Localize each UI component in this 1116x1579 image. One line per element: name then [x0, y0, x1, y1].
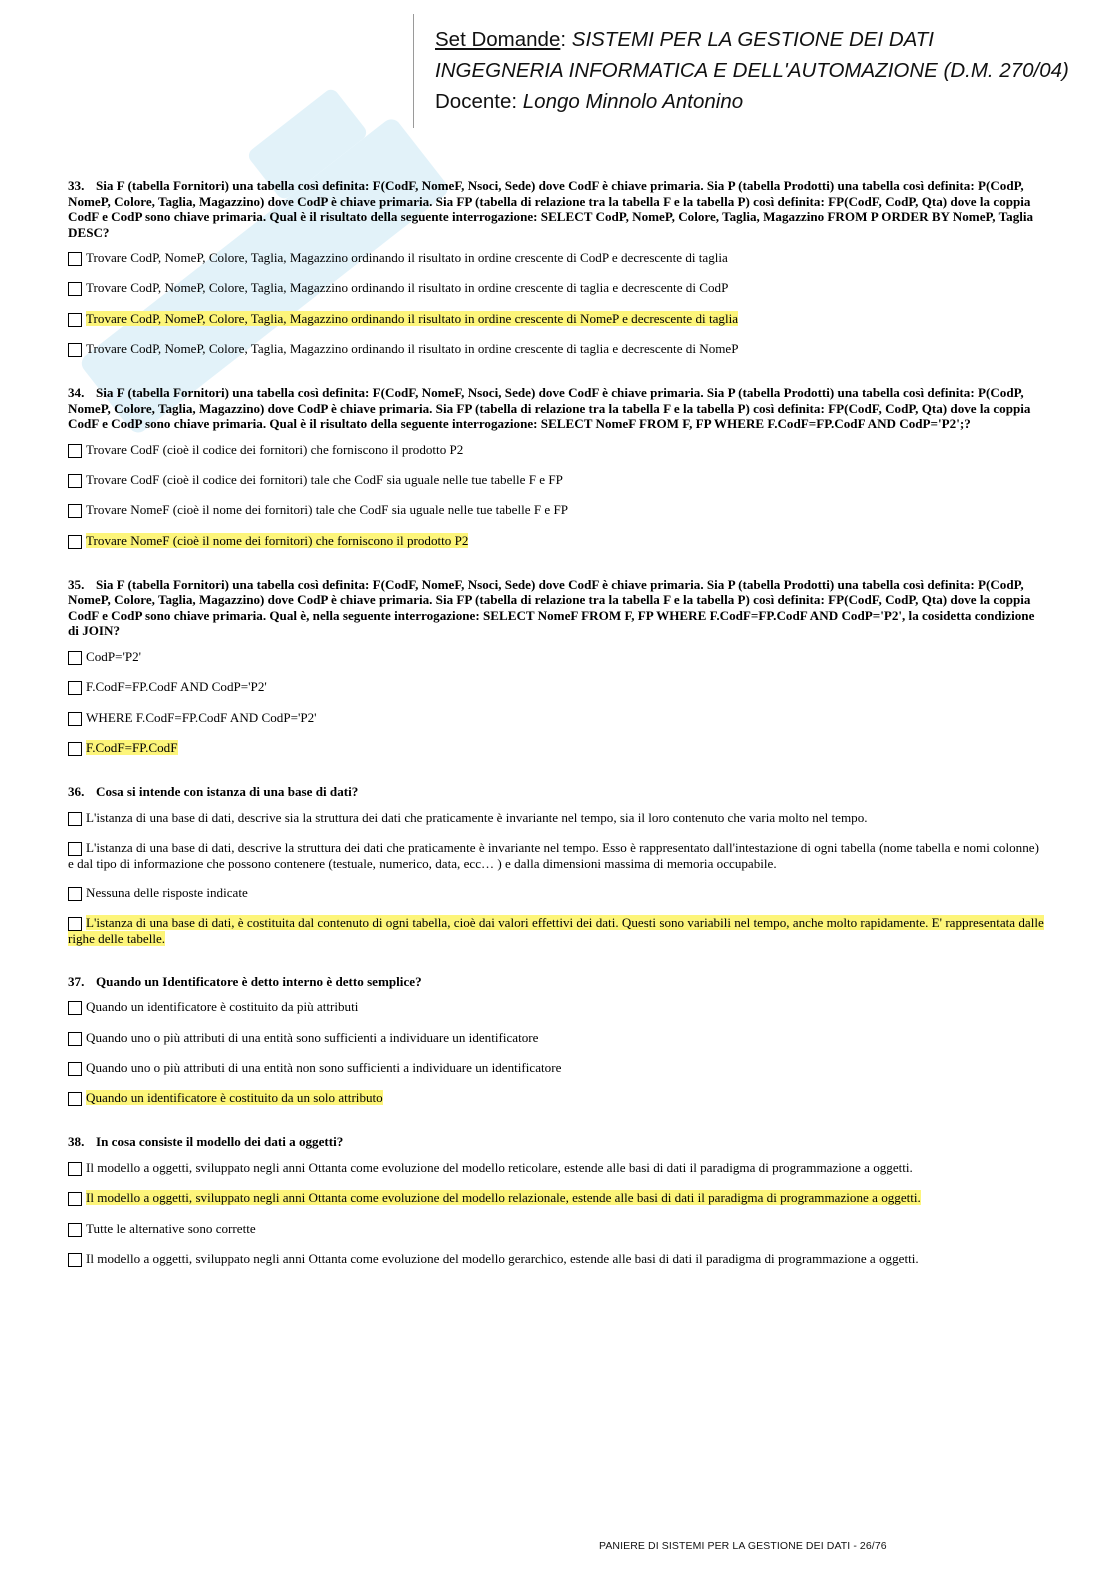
- answer-option-correct: [68, 740, 1044, 757]
- header-title-line: [435, 24, 1069, 55]
- answer-text: L'istanza di una base di dati, descrive la struttura dei dati che praticamente è invariante nel tempo. Esso è rappresentato dall'intestazione di ogni tabella (nome tabella e nomi colonne) e dal tipo di informazione che possono contenere (testuale, numerico, data, ecc… ) e dalla dimensioni massima di memoria occupabile.: [68, 839, 1039, 871]
- answer-option: [68, 840, 1044, 872]
- answer-text-highlighted: Trovare NomeF (cioè il nome dei fornitori) che forniscono il prodotto P2: [86, 532, 469, 548]
- answer-option: [68, 1060, 1044, 1077]
- answer-text: Trovare CodP, NomeP, Colore, Taglia, Magazzino ordinando il risultato in ordine crescente di taglia e decrescente di NomeP: [86, 341, 739, 357]
- answer-text-highlighted: F.CodF=FP.CodF: [86, 740, 178, 756]
- question-number: 33.: [68, 178, 85, 193]
- answer-checkbox[interactable]: [68, 1092, 82, 1106]
- answer-text: Trovare CodP, NomeP, Colore, Taglia, Magazzino ordinando il risultato in ordine crescente di CodP e decrescente di taglia: [86, 250, 728, 265]
- answer-option: [68, 280, 1044, 297]
- answer-option: [68, 679, 1044, 696]
- questions-list: [68, 178, 1044, 1295]
- answer-text-highlighted: Trovare CodP, NomeP, Colore, Taglia, Magazzino ordinando il risultato in ordine crescente di NomeP e decrescente di taglia: [86, 310, 739, 326]
- answer-checkbox[interactable]: [68, 252, 82, 266]
- answer-text: WHERE F.CodF=FP.CodF AND CodP='P2': [86, 709, 317, 725]
- answer-text: Trovare CodP, NomeP, Colore, Taglia, Magazzino ordinando il risultato in ordine crescente di taglia e decrescente di CodP: [86, 280, 729, 296]
- answer-text: Tutte le alternative sono corrette: [86, 1220, 256, 1236]
- answer-option-correct: [68, 915, 1044, 947]
- answer-text-highlighted: Il modello a oggetti, sviluppato negli anni Ottanta come evoluzione del modello relazionale, estende alle basi di dati il paradigma di programmazione a oggetti.: [86, 1190, 921, 1206]
- answer-option: [68, 885, 1044, 902]
- question-35: [68, 577, 1044, 757]
- answer-option: [68, 810, 1044, 827]
- answer-option: [68, 999, 1044, 1016]
- question-36: [68, 784, 1044, 947]
- answer-checkbox[interactable]: [68, 1223, 82, 1237]
- answer-option: [68, 710, 1044, 727]
- answer-option: [68, 649, 1044, 666]
- answer-checkbox[interactable]: [68, 504, 82, 518]
- question-body: Sia F (tabella Fornitori) una tabella così definita: F(CodF, NomeF, Nsoci, Sede) dove CodF è chiave primaria. Sia P (tabella Prodotti) una tabella così definita: P(CodP, NomeP, Colore, Taglia, Magazzino) dove CodP è chiave primaria. Sia FP (tabella di relazione tra la tabella F e la tabella P) così definita: FP(CodF, CodP, Qta) dove la coppia CodF e CodP sono chiave primaria. Qual è, nella seguente interrogazione: SELECT NomeF FROM F, FP WHERE F.CodF=FP.CodF AND CodP='P2', la cosidetta condizione di JOIN?: [68, 576, 1035, 639]
- question-body: Sia F (tabella Fornitori) una tabella così definita: F(CodF, NomeF, Nsoci, Sede) dove CodF è chiave primaria. Sia P (tabella Prodotti) una tabella così definita: P(CodP, NomeP, Colore, Taglia, Magazzino) dove CodP è chiave primaria. Sia FP (tabella di relazione tra la tabella F e la tabella P) così definita: FP(CodF, CodP, Qta) dove la coppia CodF e CodP sono chiave primaria. Qual è il risultato della seguente interrogazione: SELECT NomeF FROM F, FP WHERE F.CodF=FP.CodF AND CodP='P2';?: [68, 385, 1031, 432]
- answer-checkbox[interactable]: [68, 313, 82, 327]
- answer-option-correct: [68, 1190, 1044, 1207]
- answer-option-correct: [68, 1090, 1044, 1107]
- answer-text: Nessuna delle risposte indicate: [86, 884, 248, 900]
- question-body: Sia F (tabella Fornitori) una tabella così definita: F(CodF, NomeF, Nsoci, Sede) dove CodF è chiave primaria. Sia P (tabella Prodotti) una tabella così definita: P(CodP, NomeP, Colore, Taglia, Magazzino) dove CodP è chiave primaria. Sia FP (tabella di relazione tra la tabella F e la tabella P) così definita: FP(CodF, CodP, Qta) dove la coppia CodF e CodP sono chiave primaria. Qual è il risultato della seguente interrogazione: SELECT CodP, NomeP, Colore, Taglia, Magazzino FROM P ORDER BY NomeP, Taglia DESC?: [68, 178, 1034, 240]
- answer-checkbox[interactable]: [68, 1192, 82, 1206]
- answer-option: [68, 442, 1044, 459]
- header-degree-line: [435, 55, 1069, 86]
- question-37: [68, 974, 1044, 1108]
- answer-text: Il modello a oggetti, sviluppato negli anni Ottanta come evoluzione del modello gerarchico, estende alle basi di dati il paradigma di programmazione a oggetti.: [86, 1251, 919, 1267]
- answer-checkbox[interactable]: [68, 1001, 82, 1015]
- header-degree: INGEGNERIA INFORMATICA E DELL'AUTOMAZIONE (D.M. 270/04): [435, 59, 1069, 82]
- question-text: [68, 974, 1044, 990]
- answer-option: [68, 1251, 1044, 1268]
- answer-option-correct: [68, 311, 1044, 328]
- answer-text: L'istanza di una base di dati, descrive sia la struttura dei dati che praticamente è invariante nel tempo, sia il loro contenuto che varia molto nel tempo.: [86, 809, 868, 825]
- header-course: SISTEMI PER LA GESTIONE DEI DATI: [571, 28, 934, 51]
- answer-text: Quando un identificatore è costituito da più attributi: [86, 999, 359, 1015]
- answer-text: Trovare NomeF (cioè il nome dei fornitori) tale che CodF sia uguale nelle tue tabelle F e FP: [86, 502, 569, 518]
- header-teacher-label: Docente:: [435, 90, 518, 113]
- question-number: 37.: [68, 973, 85, 989]
- answer-checkbox[interactable]: [68, 1032, 82, 1046]
- answer-text: Trovare CodF (cioè il codice dei fornitori) tale che CodF sia uguale nelle tue tabelle F e FP: [86, 472, 563, 488]
- header-divider: [413, 14, 414, 128]
- question-text: [68, 577, 1044, 639]
- question-text: [68, 385, 1044, 432]
- answer-checkbox[interactable]: [68, 887, 82, 901]
- answer-text: CodP='P2': [86, 648, 142, 664]
- answer-text-highlighted: Quando un identificatore è costituito da un solo attributo: [86, 1090, 383, 1106]
- question-body: Quando un Identificatore è detto interno è detto semplice?: [96, 973, 422, 989]
- answer-text-highlighted: L'istanza di una base di dati, è costituita dal contenuto di ogni tabella, cioè dai valori effettivi dei dati. Questi sono variabili nel tempo, anche molto rapidamente. E' rappresentata dalle righe delle tabelle.: [68, 915, 1044, 947]
- header-teacher-line: [435, 86, 1069, 117]
- answer-checkbox[interactable]: [68, 742, 82, 756]
- answer-option: [68, 1221, 1044, 1238]
- answer-checkbox[interactable]: [68, 444, 82, 458]
- answer-checkbox[interactable]: [68, 1162, 82, 1176]
- question-text: [68, 178, 1044, 240]
- answer-option: [68, 341, 1044, 358]
- page-footer: PANIERE DI SISTEMI PER LA GESTIONE DEI DATI - 26/76: [599, 1540, 887, 1552]
- page-header: [435, 24, 1069, 117]
- question-body: In cosa consiste il modello dei dati a oggetti?: [96, 1134, 344, 1150]
- answer-option: [68, 502, 1044, 519]
- answer-text: Quando uno o più attributi di una entità sono sufficienti a individuare un identificatore: [86, 1029, 539, 1045]
- question-number: 35.: [68, 576, 85, 592]
- header-separator: :: [560, 28, 567, 51]
- question-text: [68, 1134, 1044, 1150]
- answer-checkbox[interactable]: [68, 535, 82, 549]
- answer-checkbox[interactable]: [68, 282, 82, 296]
- question-number: 34.: [68, 385, 85, 401]
- answer-checkbox[interactable]: [68, 812, 82, 826]
- answer-text: Trovare CodF (cioè il codice dei fornitori) che forniscono il prodotto P2: [86, 441, 464, 457]
- answer-option: [68, 1030, 1044, 1047]
- answer-text: Il modello a oggetti, sviluppato negli anni Ottanta come evoluzione del modello reticolare, estende alle basi di dati il paradigma di programmazione a oggetti.: [86, 1159, 913, 1175]
- header-teacher: Longo Minnolo Antonino: [522, 90, 744, 113]
- question-body: Cosa si intende con istanza di una base di dati?: [96, 784, 359, 800]
- answer-checkbox[interactable]: [68, 712, 82, 726]
- answer-checkbox[interactable]: [68, 343, 82, 357]
- answer-checkbox[interactable]: [68, 1062, 82, 1076]
- header-label: Set Domande: [435, 28, 561, 51]
- answer-checkbox[interactable]: [68, 842, 82, 856]
- answer-option: [68, 1160, 1044, 1177]
- answer-text: Quando uno o più attributi di una entità non sono sufficienti a individuare un identificatore: [86, 1059, 562, 1075]
- question-number: 36.: [68, 784, 85, 800]
- question-38: [68, 1134, 1044, 1268]
- answer-option: [68, 472, 1044, 489]
- answer-text: F.CodF=FP.CodF AND CodP='P2': [86, 679, 267, 695]
- answer-checkbox[interactable]: [68, 917, 82, 931]
- question-number: 38.: [68, 1134, 85, 1150]
- question-34: [68, 385, 1044, 550]
- answer-checkbox[interactable]: [68, 681, 82, 695]
- answer-checkbox[interactable]: [68, 1253, 82, 1267]
- answer-option-correct: [68, 533, 1044, 550]
- answer-option: [68, 250, 1044, 267]
- question-33: [68, 178, 1044, 358]
- question-text: [68, 784, 1044, 800]
- answer-checkbox[interactable]: [68, 651, 82, 665]
- answer-checkbox[interactable]: [68, 474, 82, 488]
